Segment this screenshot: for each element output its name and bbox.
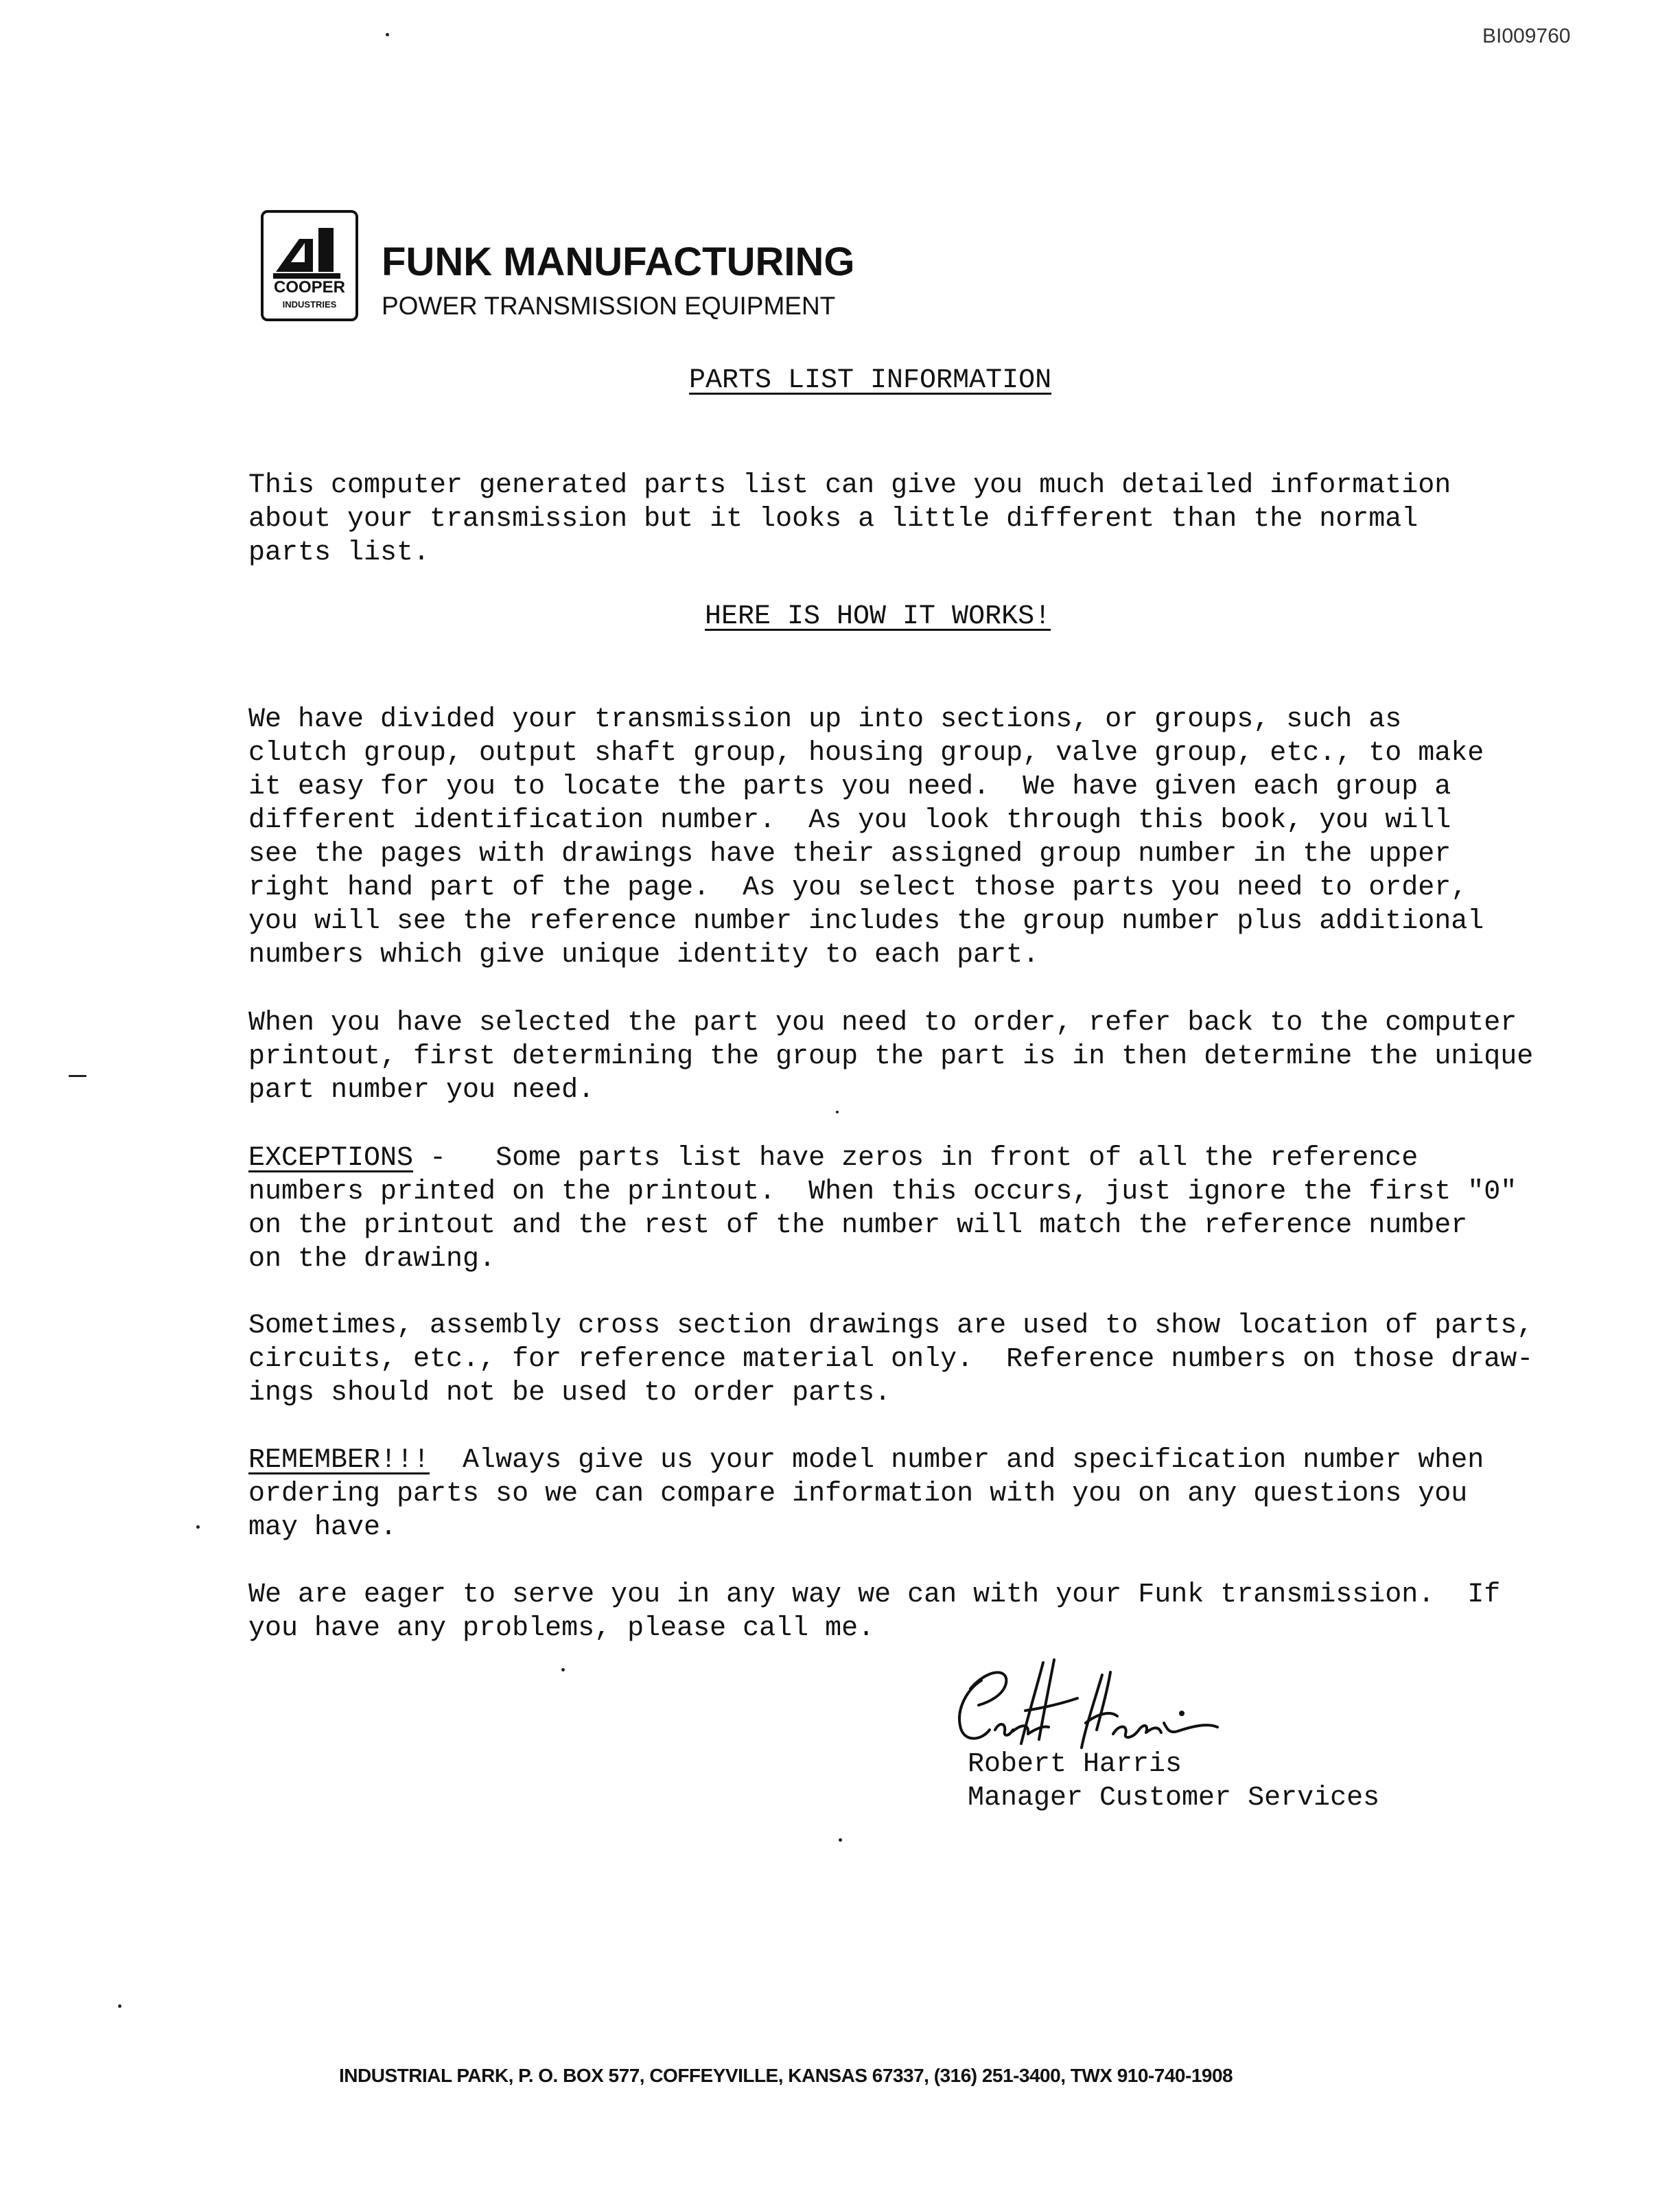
signer-name: Robert Harris: [968, 1749, 1182, 1780]
scan-speck: [561, 1668, 565, 1671]
exceptions-label: EXCEPTIONS: [248, 1143, 414, 1174]
remember-text: Always give us your model number and specification number when ordering parts so we can compare information with you on any questions you may have.: [248, 1445, 1484, 1543]
scan-speck: [118, 2004, 121, 2008]
handwritten-signature: [940, 1647, 1242, 1764]
groups-paragraph: We have divided your transmission up into sections, or groups, such as clutch group, output shaft group, housing group, valve group, etc., to make it easy for you to locate the parts you need. We have given each group a different identification number. As you look through this book, you will see the pages with drawings have their assigned group number in the upper right hand part of the page. As you select those parts you need to order, you will see the reference number includes the group number plus additional numbers which give unique identity to each part.: [248, 704, 1484, 971]
logo-text-cooper: COOPER: [273, 278, 346, 297]
exceptions-text: - Some parts list have zeros in front of all the reference numbers printed on the printout. When this occurs, just ignore the first "0" on the printout and the rest of the number will match the reference number on the drawing.: [248, 1143, 1517, 1275]
logo-mark-icon: [264, 213, 355, 319]
exceptions-paragraph: [248, 1142, 1539, 1276]
scan-speck: [69, 1075, 86, 1077]
logo-text-industries: INDUSTRIES: [282, 299, 337, 310]
company-name: FUNK MANUFACTURING: [382, 240, 855, 284]
scan-speck: [196, 1525, 200, 1529]
ordering-paragraph: When you have selected the part you need to order, refer back to the computer printout, first determining the group the part is in then determine the unique part number you need.: [248, 1008, 1534, 1106]
footer-address: INDUSTRIAL PARK, P. O. BOX 577, COFFEYVILLE, KANSAS 67337, (316) 251-3400, TWX 910-740-1908: [339, 2065, 1233, 2086]
scan-speck: [386, 33, 389, 36]
cooper-industries-logo: [261, 210, 358, 321]
how-it-works-heading: HERE IS HOW IT WORKS!: [705, 601, 1051, 632]
scan-speck: [839, 1838, 842, 1842]
parts-list-heading: PARTS LIST INFORMATION: [689, 365, 1052, 396]
remember-label: REMEMBER!!!: [248, 1445, 430, 1476]
cross-section-paragraph: Sometimes, assembly cross section drawings are used to show location of parts, circuits, etc., for reference material only. Reference numbers on those draw- ings should not be used to order parts.: [248, 1310, 1534, 1409]
document-id: BI009760: [1482, 25, 1571, 47]
remember-paragraph: [248, 1444, 1539, 1544]
intro-paragraph: This computer generated parts list can give you much detailed information about your transmission but it looks a little different than the normal parts list.: [248, 470, 1451, 568]
company-tagline: POWER TRANSMISSION EQUIPMENT: [382, 292, 836, 320]
signer-title: Manager Customer Services: [968, 1783, 1380, 1814]
closing-paragraph: We are eager to serve you in any way we can with your Funk transmission. If you have any problems, please call me.: [248, 1579, 1501, 1644]
scan-speck: [836, 1111, 839, 1113]
